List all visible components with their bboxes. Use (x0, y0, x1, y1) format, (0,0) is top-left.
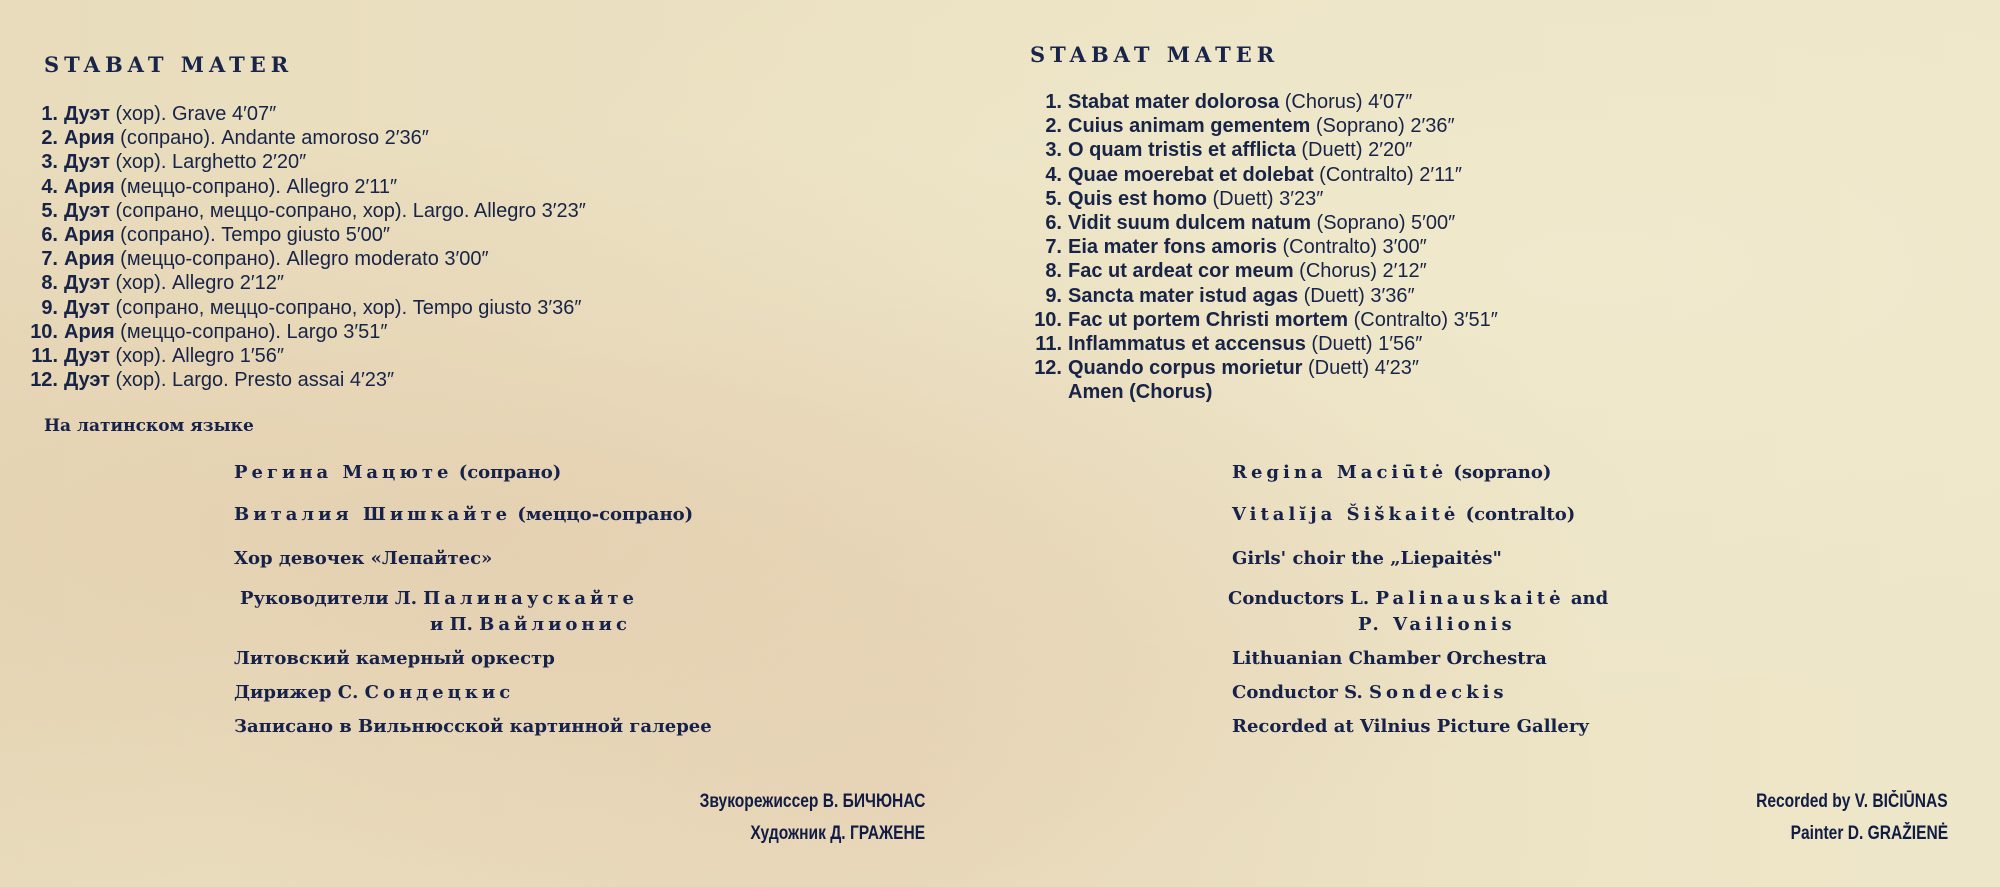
ru-track-row: 1. Дуэт (хор). Grave 4′07″ (41, 103, 277, 125)
ru-track-row: 4. Ария (меццо-сопрано). Allegro 2′11″ (41, 175, 398, 198)
ru-track-row: 6. Ария (сопрано). Tempo giusto 5′00″ (41, 224, 390, 247)
en-conductor-credit: Conductor S. Sondeckis (1232, 682, 1508, 703)
en-orchestra-credit: Lithuanian Chamber Orchestra (1232, 648, 1547, 669)
ru-track-list (14, 102, 586, 392)
en-title: STABAT MATER (1030, 42, 1280, 67)
en-track-row: 4. Quae moerebat et dolebat (Contralto) 2′11″ (1045, 163, 1462, 186)
en-track-row: 9. Sancta mater istud agas (Duett) 3′36″ (1045, 284, 1415, 307)
ru-track-row: 5. Дуэт (сопрано, меццо-сопрано, хор). Largo. Allegro 3′23″ (41, 199, 586, 222)
ru-language-note: На латинском языке (44, 416, 254, 436)
ru-leaders-credit-line2: и П. Вайлионис (430, 614, 631, 635)
en-track-row: Amen (Chorus) (1068, 381, 1213, 404)
en-choir-credit: Girls' choir the „Liepaitės" (1232, 548, 1502, 569)
ru-title: STABAT MATER (44, 52, 294, 77)
ru-track-row: 9. Дуэт (сопрано, меццо-сопрано, хор). Tempo giusto 3′36″ (41, 296, 582, 319)
ru-recorded-at: Записано в Вильнюсской картинной галерее (234, 716, 712, 737)
ru-leaders-credit: Руководители Л. Палинаускайте (240, 588, 638, 609)
ru-artist: Художник Д. ГРАЖЕНЕ (750, 823, 925, 844)
ru-track-row: 2. Ария (сопрано). Andante amoroso 2′36″ (41, 127, 429, 150)
ru-track-row: 11. Дуэт (хор). Allegro 1′56″ (31, 345, 284, 368)
en-painter: Painter D. GRAŽIENĖ (1790, 823, 1948, 844)
en-soprano-credit: Regina Maciūtė (soprano) (1232, 462, 1552, 483)
en-track-row: 1. Stabat mater dolorosa (Chorus) 4′07″ (1045, 91, 1413, 113)
en-conductors-credit-line2: P. Vailionis (1358, 614, 1516, 635)
ru-track-row: 12. Дуэт (хор). Largo. Presto assai 4′23″ (30, 369, 395, 392)
en-contralto-credit: Vitalĭja Šiškaitė (contralto) (1232, 504, 1576, 525)
en-track-row: 5. Quis est homo (Duett) 3′23″ (1045, 187, 1324, 210)
ru-track-row: 3. Дуэт (хор). Larghetto 2′20″ (41, 151, 307, 174)
en-track-row: 10. Fac ut portem Christi mortem (Contralto) 3′51″ (1034, 308, 1498, 331)
ru-orchestra-credit: Литовский камерный оркестр (234, 648, 555, 669)
en-track-row: 8. Fac ut ardeat cor meum (Chorus) 2′12″ (1045, 260, 1427, 283)
en-track-row: 6. Vidit suum dulcem natum (Soprano) 5′00″ (1045, 212, 1456, 235)
ru-track-row: 10. Ария (меццо-сопрано). Largo 3′51″ (30, 320, 388, 343)
en-track-row: 11. Inflammatus et accensus (Duett) 1′56″ (1035, 333, 1423, 356)
en-recorded-at: Recorded at Vilnius Picture Gallery (1232, 716, 1589, 737)
ru-sound-engineer: Звукорежиссер В. БИЧЮНАС (699, 791, 925, 812)
ru-track-row: 7. Ария (меццо-сопрано). Allegro moderato 3′00″ (41, 248, 489, 271)
ru-mezzo-credit: Виталия Шишкайте (меццо-сопрано) (234, 504, 694, 525)
en-track-row: 7. Eia mater fons amoris (Contralto) 3′00″ (1045, 236, 1427, 259)
ru-conductor-credit: Дирижер С. Сондецкис (234, 682, 515, 703)
ru-choir-credit: Хор девочек «Лепайтес» (234, 548, 493, 569)
en-recorded-by: Recorded by V. BIČIŪNAS (1756, 791, 1948, 812)
en-conductors-credit: Conductors L. Palinauskaitė and (1228, 588, 1609, 609)
en-track-row: 12. Quando corpus morietur (Duett) 4′23″ (1034, 357, 1419, 380)
en-track-list (1018, 90, 1498, 405)
ru-soprano-credit: Регина Мацюте (сопрано) (234, 462, 562, 483)
en-track-row: 2. Cuius animam gementem (Soprano) 2′36″ (1045, 115, 1455, 138)
ru-track-row: 8. Дуэт (хор). Allegro 2′12″ (41, 272, 284, 295)
en-track-row: 3. O quam tristis et afflicta (Duett) 2′20″ (1045, 139, 1413, 162)
